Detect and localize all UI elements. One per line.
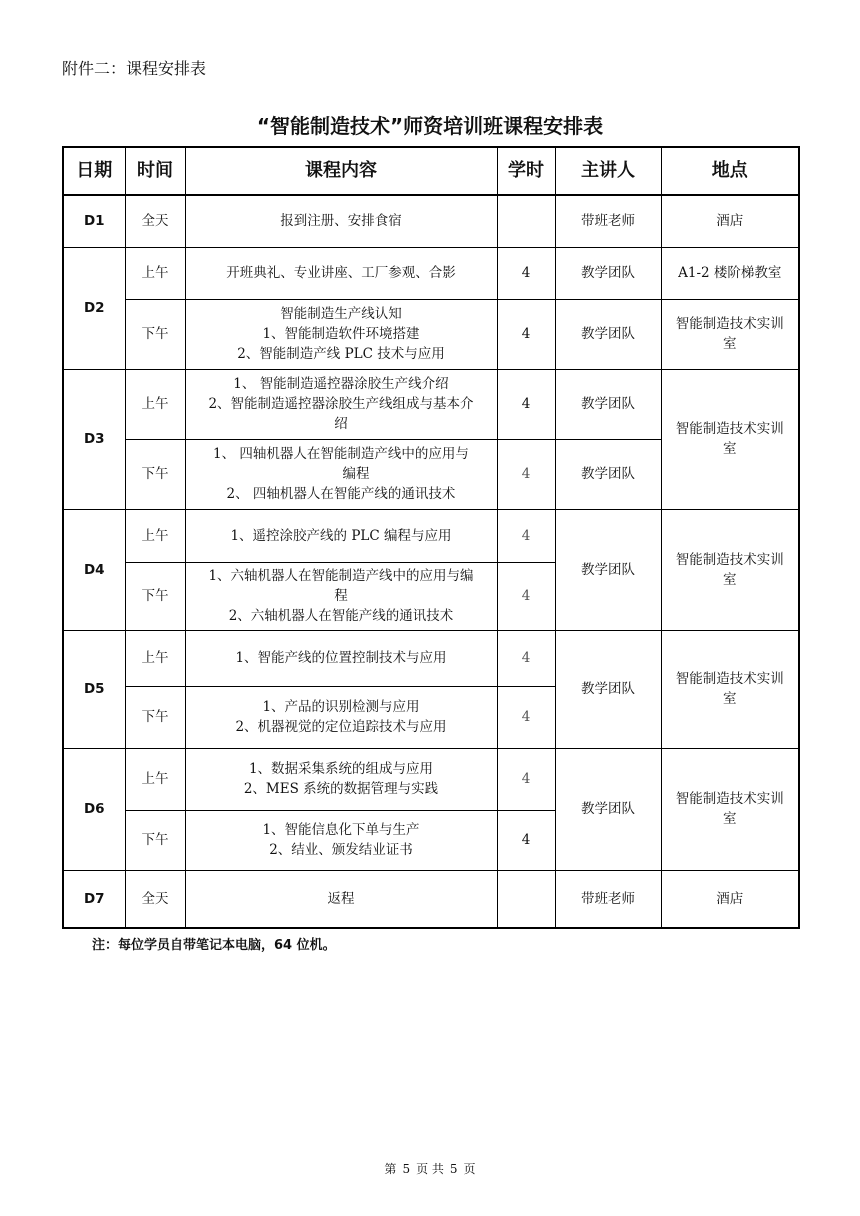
time-cell: 下午 (125, 439, 185, 509)
content-line: 2、 四轴机器人在智能产线的通讯技术 (226, 486, 456, 502)
location-cell: A1-2 楼阶梯教室 (661, 247, 799, 299)
lecturer-cell: 带班老师 (555, 195, 661, 247)
content-line: 1、 四轴机器人在智能制造产线中的应用与 (213, 446, 469, 462)
content-line: 1、 智能制造遥控器涂胶生产线介绍 (233, 376, 449, 392)
header-time: 时间 (125, 147, 185, 195)
content-line: 2、智能制造遥控器涂胶生产线组成与基本介 (208, 396, 474, 412)
content-line: 2、智能制造产线 PLC 技术与应用 (237, 346, 445, 362)
content-line: 开班典礼、专业讲座、工厂参观、合影 (226, 265, 456, 281)
day-cell: D1 (63, 195, 125, 247)
content-line: 智能制造生产线认知 (280, 306, 402, 322)
hours-cell: 4 (497, 247, 555, 299)
time-cell: 上午 (125, 369, 185, 439)
hours-cell (497, 870, 555, 928)
table-header-row (63, 147, 799, 195)
header-location: 地点 (661, 147, 799, 195)
time-cell: 上午 (125, 509, 185, 562)
day-cell: D5 (63, 630, 125, 748)
table-row (63, 195, 799, 247)
day-cell: D3 (63, 369, 125, 509)
lecturer-cell: 教学团队 (555, 299, 661, 369)
lecturer-cell: 教学团队 (555, 509, 661, 630)
location-cell: 智能制造技术实训室 (661, 630, 799, 748)
location-cell: 智能制造技术实训室 (661, 509, 799, 630)
header-hours: 学时 (497, 147, 555, 195)
hours-cell: 4 (497, 509, 555, 562)
footer-prefix: 第 (384, 1162, 397, 1176)
content-cell (185, 810, 497, 870)
lecturer-cell: 教学团队 (555, 439, 661, 509)
content-line: 2、MES 系统的数据管理与实践 (243, 781, 439, 797)
table-row (63, 748, 799, 810)
lecturer-cell: 带班老师 (555, 870, 661, 928)
table-row (63, 509, 799, 562)
content-cell (185, 686, 497, 748)
time-cell: 下午 (125, 810, 185, 870)
day-cell: D4 (63, 509, 125, 630)
content-cell (185, 195, 497, 247)
time-cell: 上午 (125, 247, 185, 299)
content-cell (185, 439, 497, 509)
content-line: 1、智能信息化下单与生产 (262, 822, 420, 838)
table-row (63, 870, 799, 928)
content-line: 1、六轴机器人在智能制造产线中的应用与编 (208, 568, 474, 584)
time-cell: 全天 (125, 870, 185, 928)
content-line: 2、六轴机器人在智能产线的通讯技术 (228, 608, 454, 624)
lecturer-cell: 教学团队 (555, 247, 661, 299)
time-cell: 下午 (125, 686, 185, 748)
content-line: 1、产品的识别检测与应用 (262, 699, 420, 715)
time-cell: 下午 (125, 299, 185, 369)
location-cell: 智能制造技术实训室 (661, 369, 799, 509)
footer-mid: 页 共 (416, 1162, 444, 1176)
content-line: 1、数据采集系统的组成与应用 (248, 761, 434, 777)
hours-cell: 4 (497, 562, 555, 630)
hours-cell: 4 (497, 299, 555, 369)
content-line: 1、智能制造软件环境搭建 (262, 326, 420, 342)
time-cell: 上午 (125, 630, 185, 686)
content-cell (185, 870, 497, 928)
content-line: 返程 (327, 890, 355, 907)
content-cell (185, 562, 497, 630)
hours-cell: 4 (497, 369, 555, 439)
footer-suffix: 页 (463, 1162, 476, 1176)
content-cell (185, 247, 497, 299)
content-line: 程 (334, 588, 348, 604)
table-row (63, 369, 799, 439)
content-line: 绍 (334, 416, 348, 432)
lecturer-cell: 教学团队 (555, 630, 661, 748)
time-cell: 上午 (125, 748, 185, 810)
hours-cell (497, 195, 555, 247)
content-cell (185, 509, 497, 562)
content-cell (185, 369, 497, 439)
content-cell (185, 630, 497, 686)
content-cell (185, 299, 497, 369)
content-line: 编程 (342, 466, 370, 482)
header-date: 日期 (63, 147, 125, 195)
time-cell: 全天 (125, 195, 185, 247)
page-number: 5 (402, 1162, 411, 1176)
lecturer-cell: 教学团队 (555, 748, 661, 870)
schedule-table (62, 146, 800, 929)
hours-cell: 4 (497, 810, 555, 870)
header-lecturer: 主讲人 (555, 147, 661, 195)
hours-cell: 4 (497, 439, 555, 509)
content-line: 1、智能产线的位置控制技术与应用 (235, 650, 447, 666)
day-cell: D7 (63, 870, 125, 928)
table-row (63, 247, 799, 299)
table-row (63, 299, 799, 369)
attachment-label: 附件二：课程安排表 (62, 59, 207, 78)
day-cell: D6 (63, 748, 125, 870)
location-cell: 酒店 (661, 195, 799, 247)
page-footer (0, 1160, 860, 1177)
location-cell: 智能制造技术实训室 (661, 748, 799, 870)
time-cell: 下午 (125, 562, 185, 630)
hours-cell: 4 (497, 686, 555, 748)
lecturer-cell: 教学团队 (555, 369, 661, 439)
location-cell: 智能制造技术实训室 (661, 299, 799, 369)
content-line: 2、机器视觉的定位追踪技术与应用 (235, 719, 447, 735)
document-title: “智能制造技术”师资培训班课程安排表 (256, 114, 604, 138)
footnote: 注：每位学员自带笔记本电脑，64 位机。 (92, 938, 336, 953)
hours-cell: 4 (497, 748, 555, 810)
content-line: 报到注册、安排食宿 (280, 213, 402, 230)
content-cell (185, 748, 497, 810)
header-content: 课程内容 (185, 147, 497, 195)
hours-cell: 4 (497, 630, 555, 686)
day-cell: D2 (63, 247, 125, 369)
content-line: 1、遥控涂胶产线的 PLC 编程与应用 (230, 527, 452, 544)
total-pages: 5 (449, 1162, 458, 1176)
table-row (63, 630, 799, 686)
location-cell: 酒店 (661, 870, 799, 928)
content-line: 2、结业、颁发结业证书 (269, 842, 413, 858)
